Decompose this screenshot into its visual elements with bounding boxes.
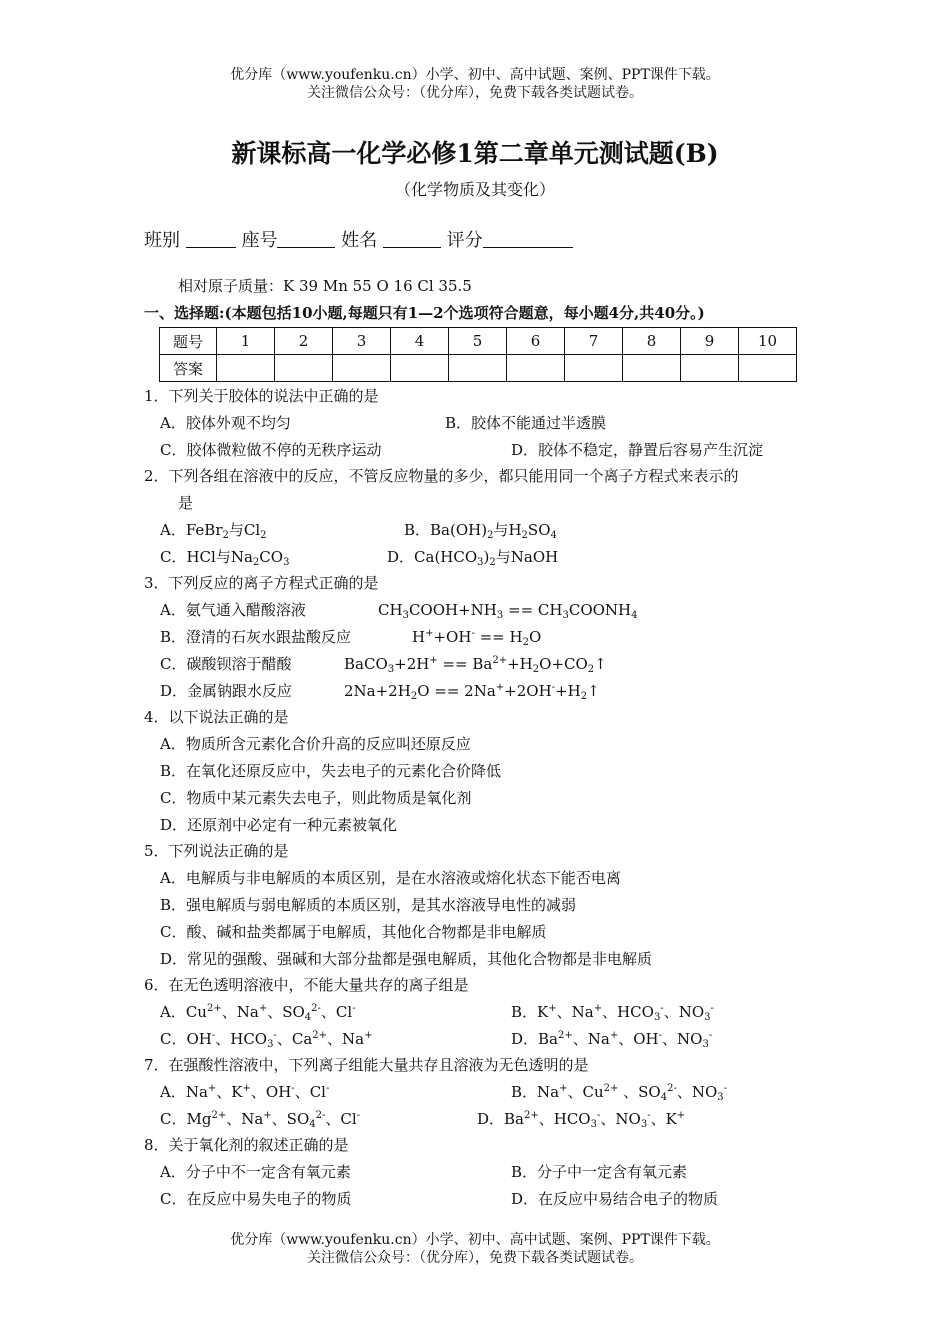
q4-option-c: C．物质中某元素失去电子，则此物质是氧化剂 <box>160 789 472 807</box>
q2-stem-cont: 是 <box>178 494 194 512</box>
atomic-mass: 相对原子质量：K 39 Mn 55 O 16 Cl 35.5 <box>178 277 472 295</box>
answer-cell[interactable] <box>739 355 797 382</box>
class-label: 班别 <box>144 230 180 251</box>
q2-option-a: A．FeBr$_2$与$Cl_2$ <box>160 521 267 541</box>
q7-stem: 7．在强酸性溶液中，下列离子组能大量共存且溶液为无色透明的是 <box>144 1056 589 1074</box>
q8-option-b: B．分子中一定含有氧元素 <box>511 1163 688 1181</box>
q1-option-a: A．胶体外观不均匀 <box>160 414 291 432</box>
q8-stem: 8．关于氧化剂的叙述正确的是 <box>144 1136 349 1154</box>
q5-stem: 5．下列说法正确的是 <box>144 842 289 860</box>
q7-option-c: C．$Mg^{2+}$、Na+、$SO_4^{2-}$、Cl- <box>160 1110 361 1130</box>
q6-stem: 6．在无色透明溶液中，不能大量共存的离子组是 <box>144 976 469 994</box>
q7-option-b: B．Na+、$Cu^{2+}$ 、$SO_4^{2-}$、$NO_3^-$ <box>511 1083 728 1103</box>
q7-option-d: D．$Ba^{2+}$、$HCO_3^-$、$NO_3^-$、K+ <box>477 1110 686 1130</box>
question-number: 8 <box>623 328 681 355</box>
q1-option-d: D．胶体不稳定，静置后容易产生沉淀 <box>511 441 764 459</box>
q4-option-d: D．还原剂中必定有一种元素被氧化 <box>160 816 398 834</box>
q1-option-b: B．胶体不能通过半透膜 <box>445 414 607 432</box>
q6-option-a: A．$Cu^{2+}$、Na+、$SO_4^{2-}$、Cl- <box>160 1003 356 1023</box>
q7-option-a: A．Na+、K+、OH-、Cl- <box>160 1083 330 1101</box>
section-heading: 一、选择题:(本题包括10小题,每题只有1—2个选项符合题意，每小题4分,共40分。) <box>144 304 705 322</box>
q5-option-a: A．电解质与非电解质的本质区别，是在水溶液或熔化状态下能否电离 <box>160 869 621 887</box>
q4-option-a: A．物质所含元素化合价升高的反应叫还原反应 <box>160 735 471 753</box>
footer-line-2: 关注微信公众号：（优分库），免费下载各类试题试卷。 <box>307 1250 643 1266</box>
row-label-number: 题号 <box>160 328 217 355</box>
q2-option-c: C．HCl与$Na_2CO_3$ <box>160 548 290 568</box>
score-field[interactable] <box>483 229 573 248</box>
q3-option-c-label: C．碳酸钡溶于醋酸 <box>160 655 292 673</box>
name-field[interactable] <box>383 229 441 248</box>
q4-option-b: B．在氧化还原反应中，失去电子的元素化合价降低 <box>160 762 502 780</box>
seat-label: 座号 <box>241 230 278 251</box>
q5-option-d: D．常见的强酸、强碱和大部分盐都是强电解质，其他化合物都是非电解质 <box>160 950 653 968</box>
answer-cell[interactable] <box>449 355 507 382</box>
question-number: 1 <box>217 328 275 355</box>
answer-cell[interactable] <box>217 355 275 382</box>
answer-cell[interactable] <box>333 355 391 382</box>
q3-option-b-label: B．澄清的石灰水跟盐酸反应 <box>160 628 352 646</box>
q3-option-d-equation: $2Na+2H_2O$ == $2Na^++2OH^-+H_2↑$ <box>344 682 600 702</box>
question-number: 5 <box>449 328 507 355</box>
q8-option-d: D．在反应中易结合电子的物质 <box>511 1190 719 1208</box>
header-line-2: 关注微信公众号：（优分库），免费下载各类试题试卷。 <box>307 85 643 101</box>
q5-option-b: B．强电解质与弱电解质的本质区别，是其水溶液导电性的减弱 <box>160 896 577 914</box>
seat-field[interactable] <box>277 229 335 248</box>
q2-stem: 2．下列各组在溶液中的反应，不管反应物量的多少，都只能用同一个离子方程式来表示的 <box>144 467 739 485</box>
q6-option-b: B．K+、Na+、$HCO_3^-$、$NO_3^-$ <box>511 1003 714 1023</box>
q4-stem: 4．以下说法正确的是 <box>144 708 289 726</box>
q3-option-a-label: A．氨气通入醋酸溶液 <box>160 601 306 619</box>
name-label: 姓名 <box>341 230 378 251</box>
answer-cell[interactable] <box>623 355 681 382</box>
answer-cell[interactable] <box>391 355 449 382</box>
q8-option-c: C．在反应中易失电子的物质 <box>160 1190 352 1208</box>
answer-table <box>159 327 797 382</box>
table-row-numbers <box>160 328 797 355</box>
header-line-1: 优分库（www.youfenku.cn）小学、初中、高中试题、案例、PPT课件下载。 <box>230 67 720 83</box>
question-number: 9 <box>681 328 739 355</box>
question-number: 2 <box>275 328 333 355</box>
q3-option-b-equation: $H^++OH^- == H_2O$ <box>412 628 542 648</box>
student-info <box>144 226 573 252</box>
answer-cell[interactable] <box>681 355 739 382</box>
question-number: 6 <box>507 328 565 355</box>
q3-option-c-equation: BaCO$_3$+2H+ == $Ba^{2+}+H_2O+CO_2↑$ <box>344 655 607 675</box>
q1-stem: 1．下列关于胶体的说法中正确的是 <box>144 387 379 405</box>
class-field[interactable] <box>186 229 236 248</box>
answer-cell[interactable] <box>565 355 623 382</box>
table-row-answers <box>160 355 797 382</box>
answer-cell[interactable] <box>507 355 565 382</box>
answer-cell[interactable] <box>275 355 333 382</box>
row-label-answer: 答案 <box>160 355 217 382</box>
question-number: 3 <box>333 328 391 355</box>
question-number: 4 <box>391 328 449 355</box>
q8-option-a: A．分子中不一定含有氧元素 <box>160 1163 351 1181</box>
q6-option-c: C．OH-、$HCO_3^-$、$Ca^{2+}$、Na+ <box>160 1030 373 1050</box>
q3-stem: 3．下列反应的离子方程式正确的是 <box>144 574 379 592</box>
q5-option-c: C．酸、碱和盐类都属于电解质，其他化合物都是非电解质 <box>160 923 547 941</box>
page-title: 新课标高一化学必修1第二章单元测试题(B) <box>231 139 719 168</box>
q3-option-d-label: D．金属钠跟水反应 <box>160 682 293 700</box>
page-subtitle: （化学物质及其变化） <box>394 180 555 199</box>
q2-option-d: D．$Ca(HCO_3)_2$与NaOH <box>387 548 559 568</box>
score-label: 评分 <box>446 230 483 251</box>
q6-option-d: D．$Ba^{2+}$、Na+、OH-、$NO_3^-$ <box>511 1030 713 1050</box>
q2-option-b: B．$Ba(OH)_2$与$H_2SO_4$ <box>404 521 557 541</box>
question-number: 7 <box>565 328 623 355</box>
q3-option-a-equation: $CH_3COOH+NH_3$ == $CH_3COONH_4$ <box>378 601 638 621</box>
question-number: 10 <box>739 328 797 355</box>
q1-option-c: C．胶体微粒做不停的无秩序运动 <box>160 441 382 459</box>
footer-line-1: 优分库（www.youfenku.cn）小学、初中、高中试题、案例、PPT课件下载。 <box>230 1232 720 1248</box>
